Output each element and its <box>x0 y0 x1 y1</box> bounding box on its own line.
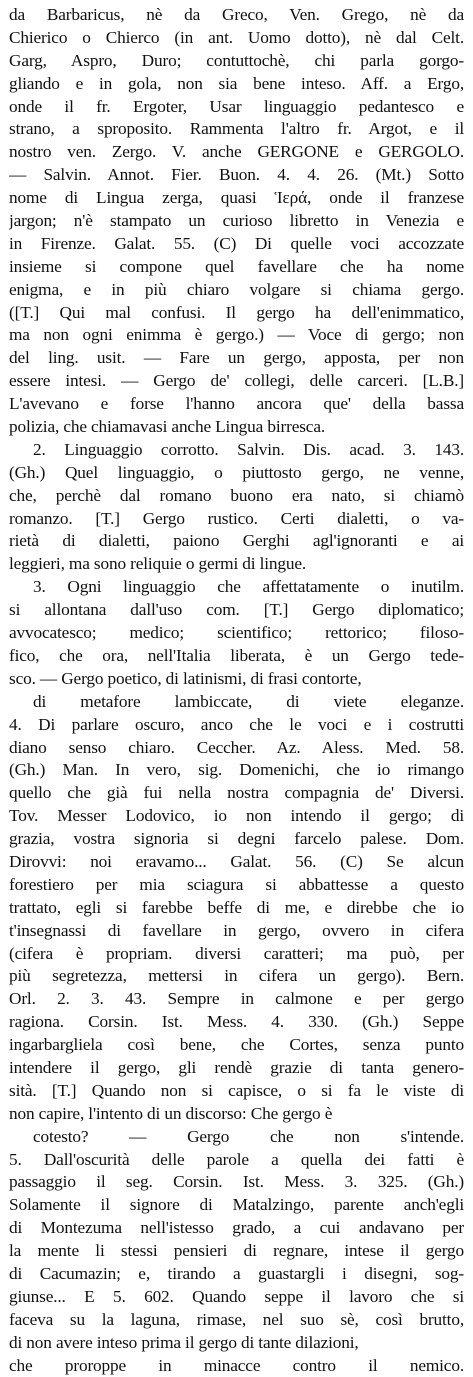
entry-line: di Montezuma nell'istesso grado, a cui andavano per <box>9 1218 464 1238</box>
entry-line: polizia, che chiamavasi anche Lingua birresca. <box>9 417 326 437</box>
entry-line: ingarbargliela così bene, che Cortes, senza punto <box>9 1035 464 1055</box>
entry-line: faceva su la laguna, rimase, nel suo sè, così brutto, <box>9 1309 464 1329</box>
entry-line: sità. [T.] Quando non si capisce, o si fa le viste di <box>9 1080 464 1100</box>
entry-line: trattato, egli si farebbe beffe di me, e direbbe che io <box>9 897 464 917</box>
entry-line: la mente li stessi pensieri di regnare, intese il gergo <box>9 1241 464 1261</box>
entry-line: 3. Ogni linguaggio che affettatamente o inutilm. <box>33 577 464 597</box>
entry-line: cotesto? — Gergo che non s'intende. <box>33 1126 464 1146</box>
entry-line: Orl. 2. 3. 43. Sempre in calmone e per gergo <box>9 989 464 1009</box>
entry-line: (cifera è propriam. diversi caratteri; ma può, per <box>9 943 464 963</box>
entry-line: forestiero per mia sciagura si abbattesse a questo <box>9 874 464 894</box>
entry-line: passaggio il seg. Corsin. Ist. Mess. 3. 325. (Gh.) <box>9 1172 464 1192</box>
entry-line: ([T.] Qui mal confusi. Il gergo ha dell'enimmatico, <box>9 302 464 322</box>
entry-line: nostro ven. Zergo. V. anche GERGONE e GERGOLO. <box>9 142 464 162</box>
entry-line: strano, a sproposito. Rammenta l'altro fr. Argot, e il <box>9 119 464 139</box>
entry-line: leggieri, ma sono reliquie o germi di lingue. <box>9 554 307 574</box>
entry-line: diano senso chiaro. Ceccher. Az. Aless. Med. 58. <box>9 737 464 757</box>
entry-line: Chierico o Chierco (in ant. Uomo dotto), nè dal Celt. <box>9 27 464 47</box>
entry-line: si allontana dall'uso com. [T.] Gergo diplomatico; <box>9 600 464 620</box>
entry-line: rietà di dialetti, paiono Gerghi agl'ignoranti e ai <box>9 531 464 551</box>
entry-line: Dirovvi: noi eravamo... Galat. 56. (C) Se alcun <box>9 851 464 871</box>
entry-line: di metafore lambiccate, di viete eleganze. <box>33 691 464 711</box>
entry-line: non capire, l'intento di un discorso: Che gergo è <box>9 1103 333 1123</box>
entry-line: ragiona. Corsin. Ist. Mess. 4. 330. (Gh.) Seppe <box>9 1012 464 1032</box>
entry-line: Solamente il signore di Matalzingo, parente anch'egli <box>9 1195 464 1215</box>
entry-line: t'insegnassi di favellare in gergo, ovvero in cifera <box>9 920 464 940</box>
entry-line: del ling. usit. — Fare un gergo, apposta, per non <box>9 348 464 368</box>
entry-line: 5. Dall'oscurità delle parole a quella dei fatti è <box>9 1149 464 1169</box>
entry-line: L'avevano e forse l'hanno ancora que' della bassa <box>9 394 464 414</box>
entry-line: fico, che ora, nell'Italia liberata, è un Gergo tede- <box>9 645 464 665</box>
entry-line: intendere il gergo, gli rendè grazie di tanta genero- <box>9 1057 464 1077</box>
entry-line: Garg, Aspro, Duro; contuttochè, chi parla gorgo- <box>9 50 464 70</box>
entry-line: gliando e in gola, non sia bene inteso. Aff. a Ergo, <box>9 73 464 93</box>
entry-line: giunse... E 5. 602. Quando seppe il lavoro che si <box>9 1286 464 1306</box>
entry-line: insieme si compone quel favellare che ha nome <box>9 256 464 276</box>
entry-text-column <box>9 4 464 1377</box>
entry-line: 4. Di parlare oscuro, anco che le voci e i costrutti <box>9 714 464 734</box>
entry-line: jargon; n'è stampato un curioso libretto in Venezia e <box>9 211 464 231</box>
entry-line: quello che già fui nella nostra compagnia de' Diversi. <box>9 783 464 803</box>
entry-line: enigma, e in più chiaro volgare si chiama gergo. <box>9 279 464 299</box>
entry-line: che proroppe in minacce contro il nemico. <box>9 1355 464 1375</box>
entry-line: grazia, vostra signoria si degni farcelo palese. Dom. <box>9 829 464 849</box>
entry-line: essere intesi. — Gergo de' collegi, delle carceri. [L.B.] <box>9 371 464 391</box>
entry-line: 2. Linguaggio corrotto. Salvin. Dis. acad. 3. 143. <box>33 439 464 459</box>
entry-line: da Barbaricus, nè da Greco, Ven. Grego, nè da <box>9 5 464 24</box>
entry-line: nome di Lingua zerga, quasi Ἱερά, onde il franzese <box>9 188 464 208</box>
entry-line: onde il fr. Ergoter, Usar linguaggio pedantesco e <box>9 96 464 116</box>
entry-line: (Gh.) Man. In vero, sig. Domenichi, che io rimango <box>9 760 464 780</box>
entry-line: in Firenze. Galat. 55. (C) Di quelle voci accozzate <box>9 233 464 253</box>
entry-line: — Salvin. Annot. Fier. Buon. 4. 4. 26. (Mt.) Sotto <box>9 165 464 185</box>
entry-line: di Cacumazin; e, tirando a guastargli i disegni, sog- <box>9 1263 464 1283</box>
entry-line: avvocatesco; medico; scientifico; rettorico; filoso- <box>9 623 464 643</box>
entry-line: sco. — Gergo poetico, di latinismi, di frasi contorte, <box>9 668 362 688</box>
entry-line: romanzo. [T.] Gergo rustico. Certi dialetti, o va- <box>9 508 464 528</box>
entry-line: che, perchè dal romano buono era nato, si chiamò <box>9 485 464 505</box>
entry-line: Tov. Messer Lodovico, io non intendo il gergo; di <box>9 806 464 826</box>
entry-line: di non avere inteso prima il gergo di tante dilazioni, <box>9 1332 359 1352</box>
entry-line: più segretezza, mettersi in cifera un gergo). Bern. <box>9 966 464 986</box>
entry-line: ma non ogni enimma è gergo.) — Voce di gergo; non <box>9 325 464 345</box>
entry-line: (Gh.) Quel linguaggio, o piuttosto gergo, ne venne, <box>9 462 464 482</box>
